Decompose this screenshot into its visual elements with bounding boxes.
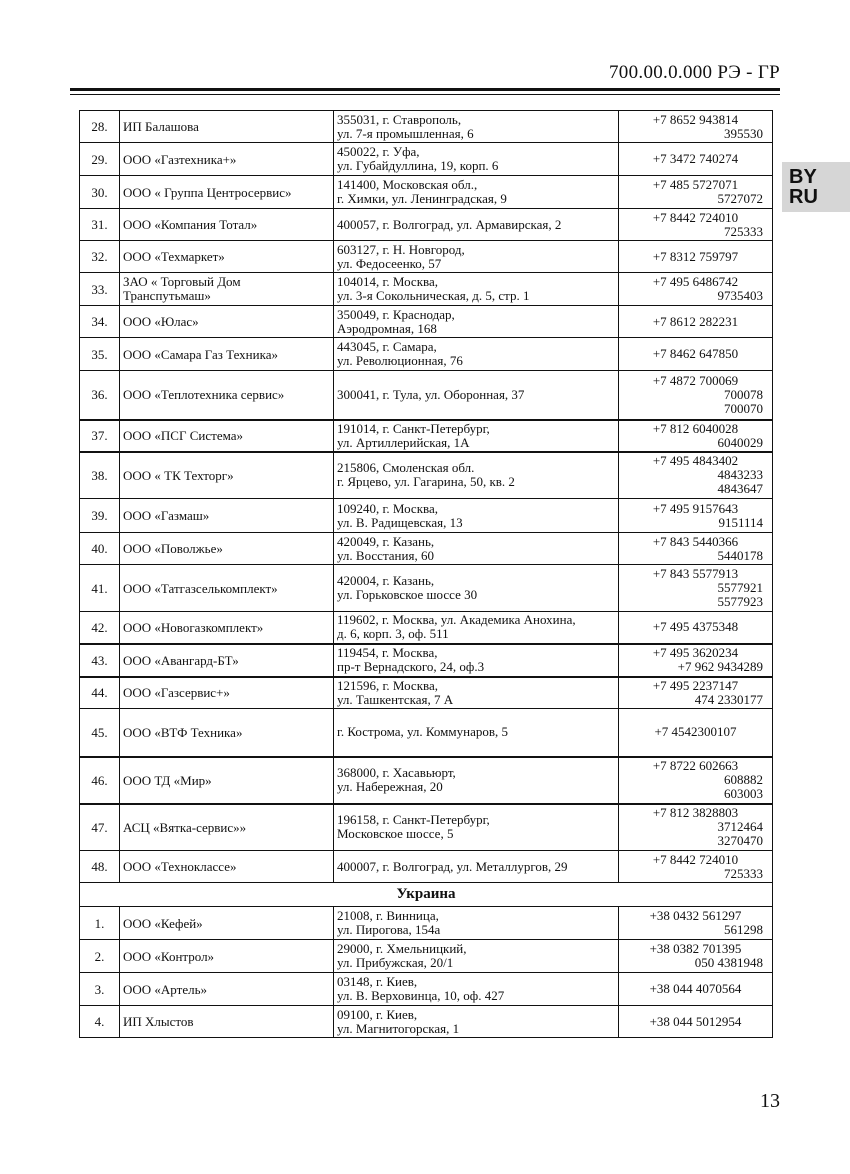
company-name: ООО «ПСГ Система» (120, 420, 334, 452)
phone-line: 4843233 (717, 467, 763, 483)
phone-line: 3270470 (717, 833, 763, 849)
company-phones (619, 143, 773, 176)
company-address (334, 565, 619, 612)
address-line: 443045, г. Самара, (337, 339, 437, 354)
company-address (334, 804, 619, 851)
company-name: ООО «Компания Тотал» (120, 209, 334, 241)
phone-line: +7 8652 943814 (652, 111, 739, 127)
phone-line: 474 2330177 (694, 691, 763, 707)
address-line: 215806, Смоленская обл. (337, 460, 475, 476)
language-tab (782, 162, 850, 212)
address-line: Аэродромная, 168 (337, 320, 437, 336)
row-number: 37. (80, 420, 120, 452)
company-name: ООО «Артель» (120, 973, 334, 1006)
company-phones (619, 452, 773, 499)
phone-line: 5440178 (717, 547, 763, 563)
company-name: ООО «Татгазселькомплект» (120, 565, 334, 612)
phone-line: +7 4872 700069 (652, 372, 739, 388)
row-number: 41. (80, 565, 120, 612)
section-title-ukraine: Украина (80, 883, 773, 907)
company-address (334, 143, 619, 176)
address-line: 03148, г. Киев, (337, 974, 418, 989)
phone-line: +7 843 5440366 (652, 533, 739, 549)
company-name: ООО «Техмаркет» (120, 241, 334, 273)
company-phones (619, 1006, 773, 1038)
company-address (334, 1006, 619, 1038)
address-line: г. Кострома, ул. Коммунаров, 5 (337, 724, 508, 740)
company-name: ООО «Самара Газ Техника» (120, 338, 334, 371)
phone-line: +38 0432 561297 (649, 908, 742, 923)
company-address (334, 907, 619, 940)
address-line: ул. Набережная, 20 (337, 779, 443, 794)
company-phones (619, 757, 773, 804)
phone-line: +38 044 5012954 (649, 1013, 742, 1029)
row-number: 38. (80, 452, 120, 499)
table-row (80, 804, 773, 851)
phone-line: 5577921 (717, 580, 763, 595)
company-name: ООО «Газмаш» (120, 499, 334, 533)
row-number: 47. (80, 804, 120, 851)
phone-line: 700078 (724, 386, 763, 402)
table-row (80, 111, 773, 143)
company-phones (619, 709, 773, 757)
company-name: ООО «Юлас» (120, 306, 334, 338)
address-line: 21008, г. Винница, (337, 908, 439, 923)
address-line: 141400, Московская обл., (337, 177, 478, 192)
phone-line: 050 4381948 (694, 955, 763, 970)
company-phones (619, 338, 773, 371)
header-rule-thin (70, 94, 780, 95)
company-address (334, 940, 619, 973)
phone-line: +7 485 5727071 (652, 177, 739, 192)
company-phones (619, 176, 773, 209)
address-line: ул. Прибужская, 20/1 (337, 955, 454, 970)
phone-line: +7 8312 759797 (652, 248, 739, 264)
company-phones (619, 533, 773, 565)
phone-line: +7 3472 740274 (652, 151, 739, 166)
company-name: ООО «Теплотехника сервис» (120, 371, 334, 420)
company-address (334, 209, 619, 241)
address-line: 300041, г. Тула, ул. Оборонная, 37 (337, 386, 525, 402)
table-row (80, 644, 773, 677)
row-number: 34. (80, 306, 120, 338)
row-number: 43. (80, 644, 120, 677)
phone-line: 5727072 (717, 191, 763, 206)
company-address (334, 420, 619, 452)
company-address (334, 273, 619, 306)
company-name: ООО «Поволжье» (120, 533, 334, 565)
address-line: пр-т Вернадского, 24, оф.3 (337, 659, 485, 674)
company-address (334, 644, 619, 677)
table-row (80, 420, 773, 452)
company-address (334, 677, 619, 709)
company-phones (619, 111, 773, 143)
row-number: 32. (80, 241, 120, 273)
table-row (80, 533, 773, 565)
company-phones (619, 804, 773, 851)
company-phones (619, 420, 773, 452)
phone-line: +7 962 9434289 (677, 659, 763, 674)
address-line: 119602, г. Москва, ул. Академика Анохина, (337, 612, 576, 628)
page-number: 13 (760, 1090, 780, 1112)
table-row (80, 306, 773, 338)
company-address (334, 111, 619, 143)
company-address (334, 709, 619, 757)
company-phones (619, 907, 773, 940)
phone-line: +7 495 4843402 (652, 453, 739, 469)
table-row (80, 1006, 773, 1038)
address-line: ул. Восстания, 60 (337, 547, 434, 563)
address-line: 109240, г. Москва, (337, 500, 438, 516)
row-number: 3. (80, 973, 120, 1006)
address-line: ул. В. Радищевская, 13 (337, 514, 463, 530)
row-number: 45. (80, 709, 120, 757)
address-line: 420004, г. Казань, (337, 573, 435, 588)
phone-line: +38 044 4070564 (649, 981, 742, 996)
phone-line: 603003 (724, 786, 763, 801)
address-line: д. 6, корп. 3, оф. 511 (337, 626, 449, 642)
phone-line: +7 812 6040028 (652, 420, 739, 436)
company-phones (619, 973, 773, 1006)
company-phones (619, 241, 773, 273)
phone-line: +7 812 3828803 (652, 805, 739, 821)
company-address (334, 533, 619, 565)
company-name: ООО ТД «Мир» (120, 757, 334, 804)
company-address (334, 371, 619, 420)
row-number: 1. (80, 907, 120, 940)
address-line: ул. Революционная, 76 (337, 353, 463, 368)
table-row (80, 371, 773, 420)
table-row (80, 709, 773, 757)
table-row (80, 499, 773, 533)
table-row (80, 677, 773, 709)
phone-line: 9735403 (717, 288, 763, 303)
address-line: ул. Артиллерийская, 1А (337, 434, 470, 450)
language-tab-ru: RU (789, 186, 818, 208)
address-line: 420049, г. Казань, (337, 533, 435, 549)
phone-line: 395530 (724, 125, 763, 141)
phone-line: +7 843 5577913 (652, 566, 739, 581)
company-phones (619, 940, 773, 973)
company-name: ИП Балашова (120, 111, 334, 143)
address-line: ул. Горьковское шоссе 30 (337, 587, 478, 602)
phone-line: +7 4542300107 (654, 724, 737, 740)
company-phones (619, 371, 773, 420)
company-name: ООО «Кефей» (120, 907, 334, 940)
company-name: ООО «Авангард-БТ» (120, 644, 334, 677)
table-row (80, 851, 773, 883)
phone-line: 6040029 (717, 434, 763, 450)
address-line: 450022, г. Уфа, (337, 144, 420, 159)
company-name: ООО « Группа Центросервис» (120, 176, 334, 209)
company-phones (619, 499, 773, 533)
address-line: 400057, г. Волгоград, ул. Армавирская, 2 (337, 216, 562, 232)
row-number: 35. (80, 338, 120, 371)
address-line: 09100, г. Киев, (337, 1006, 418, 1022)
address-line: ул. Губайдуллина, 19, корп. 6 (337, 158, 499, 173)
row-number: 31. (80, 209, 120, 241)
company-name (120, 273, 334, 306)
table-row (80, 338, 773, 371)
company-name: ООО «Газтехника+» (120, 143, 334, 176)
phone-line: +7 495 3620234 (652, 645, 739, 660)
phone-line: 5577923 (717, 594, 763, 609)
row-number: 2. (80, 940, 120, 973)
table-row (80, 273, 773, 306)
table-row (80, 973, 773, 1006)
address-line: ул. 7-я промышленная, 6 (337, 125, 474, 141)
company-address (334, 241, 619, 273)
company-name: ООО «Техноклассе» (120, 851, 334, 883)
address-line: ул. Ташкентская, 7 А (337, 691, 454, 707)
company-name: ИП Хлыстов (120, 1006, 334, 1038)
address-line: 119454, г. Москва, (337, 645, 438, 660)
company-address (334, 612, 619, 644)
address-line: 104014, г. Москва, (337, 274, 438, 289)
phone-line: 725333 (724, 865, 763, 881)
header-rule-thick (70, 88, 780, 91)
company-phones (619, 644, 773, 677)
address-line: 191014, г. Санкт-Петербург, (337, 420, 490, 436)
table-row (80, 452, 773, 499)
company-phones (619, 273, 773, 306)
phone-line: +7 8462 647850 (652, 346, 739, 361)
company-name: ООО «Новогазкомплект» (120, 612, 334, 644)
phone-line: +7 495 9157643 (652, 500, 739, 516)
company-address (334, 851, 619, 883)
phone-line: +7 8442 724010 (652, 209, 739, 225)
table-row (80, 241, 773, 273)
address-line: 355031, г. Ставрополь, (337, 111, 462, 127)
address-line: 603127, г. Н. Новгород, (337, 241, 465, 257)
language-tab-by: BY (789, 166, 817, 188)
phone-line: 608882 (724, 772, 763, 787)
phone-line: +7 8442 724010 (652, 851, 739, 867)
phone-line: 700070 (724, 400, 763, 416)
row-number: 36. (80, 371, 120, 420)
company-address (334, 176, 619, 209)
company-address (334, 973, 619, 1006)
table-row (80, 757, 773, 804)
row-number: 28. (80, 111, 120, 143)
row-number: 33. (80, 273, 120, 306)
company-name-line: Транспутьмаш» (123, 288, 211, 303)
row-number: 48. (80, 851, 120, 883)
phone-line: 561298 (724, 922, 763, 937)
phone-line: 725333 (724, 223, 763, 239)
phone-line: +38 0382 701395 (649, 941, 742, 956)
company-address (334, 338, 619, 371)
address-line: Московское шоссе, 5 (337, 826, 454, 842)
company-phones (619, 565, 773, 612)
address-line: 121596, г. Москва, (337, 677, 438, 693)
table-row (80, 940, 773, 973)
address-line: ул. Федосеенко, 57 (337, 255, 442, 271)
section-row (80, 883, 773, 907)
address-line: 196158, г. Санкт-Петербург, (337, 812, 490, 828)
address-line: 350049, г. Краснодар, (337, 306, 455, 322)
row-number: 44. (80, 677, 120, 709)
company-phones (619, 851, 773, 883)
company-name: ООО «Газсервис+» (120, 677, 334, 709)
table-row (80, 176, 773, 209)
row-number: 30. (80, 176, 120, 209)
company-phones (619, 677, 773, 709)
company-name: ООО «ВТФ Техника» (120, 709, 334, 757)
table-row (80, 907, 773, 940)
address-line: 368000, г. Хасавьюрт, (337, 765, 456, 780)
phone-line: +7 495 2237147 (652, 677, 739, 693)
address-line: ул. Пирогова, 154а (337, 922, 441, 937)
address-line: ул. Магнитогорская, 1 (337, 1020, 460, 1036)
row-number: 4. (80, 1006, 120, 1038)
phone-line: +7 8722 602663 (652, 758, 739, 773)
row-number: 40. (80, 533, 120, 565)
phone-line: +7 8612 282231 (652, 313, 739, 329)
phone-line: 9151114 (718, 514, 763, 530)
row-number: 46. (80, 757, 120, 804)
table-row (80, 143, 773, 176)
table-row (80, 612, 773, 644)
table-row (80, 209, 773, 241)
document-code: 700.00.0.000 РЭ - ГР (609, 62, 780, 83)
company-address (334, 306, 619, 338)
address-line: ул. 3-я Сокольническая, д. 5, стр. 1 (337, 288, 530, 303)
dealer-table (79, 110, 773, 1038)
company-name: ООО « ТК Техторг» (120, 452, 334, 499)
company-phones (619, 306, 773, 338)
address-line: г. Ярцево, ул. Гагарина, 50, кв. 2 (337, 474, 515, 490)
table-row (80, 565, 773, 612)
company-address (334, 499, 619, 533)
address-line: 29000, г. Хмельницкий, (337, 941, 467, 956)
phone-line: 3712464 (717, 819, 763, 835)
row-number: 42. (80, 612, 120, 644)
phone-line: 4843647 (717, 481, 763, 497)
address-line: 400007, г. Волгоград, ул. Металлургов, 29 (337, 858, 568, 874)
company-phones (619, 612, 773, 644)
row-number: 29. (80, 143, 120, 176)
company-name: АСЦ «Вятка-сервис»» (120, 804, 334, 851)
phone-line: +7 495 4375348 (652, 619, 739, 635)
company-name-line: ЗАО « Торговый Дом (123, 274, 241, 289)
address-line: г. Химки, ул. Ленинградская, 9 (337, 191, 507, 206)
company-name: ООО «Контрол» (120, 940, 334, 973)
company-phones (619, 209, 773, 241)
company-address (334, 452, 619, 499)
address-line: ул. В. Верховинца, 10, оф. 427 (337, 988, 505, 1003)
row-number: 39. (80, 499, 120, 533)
phone-line: +7 495 6486742 (652, 274, 739, 289)
company-address (334, 757, 619, 804)
